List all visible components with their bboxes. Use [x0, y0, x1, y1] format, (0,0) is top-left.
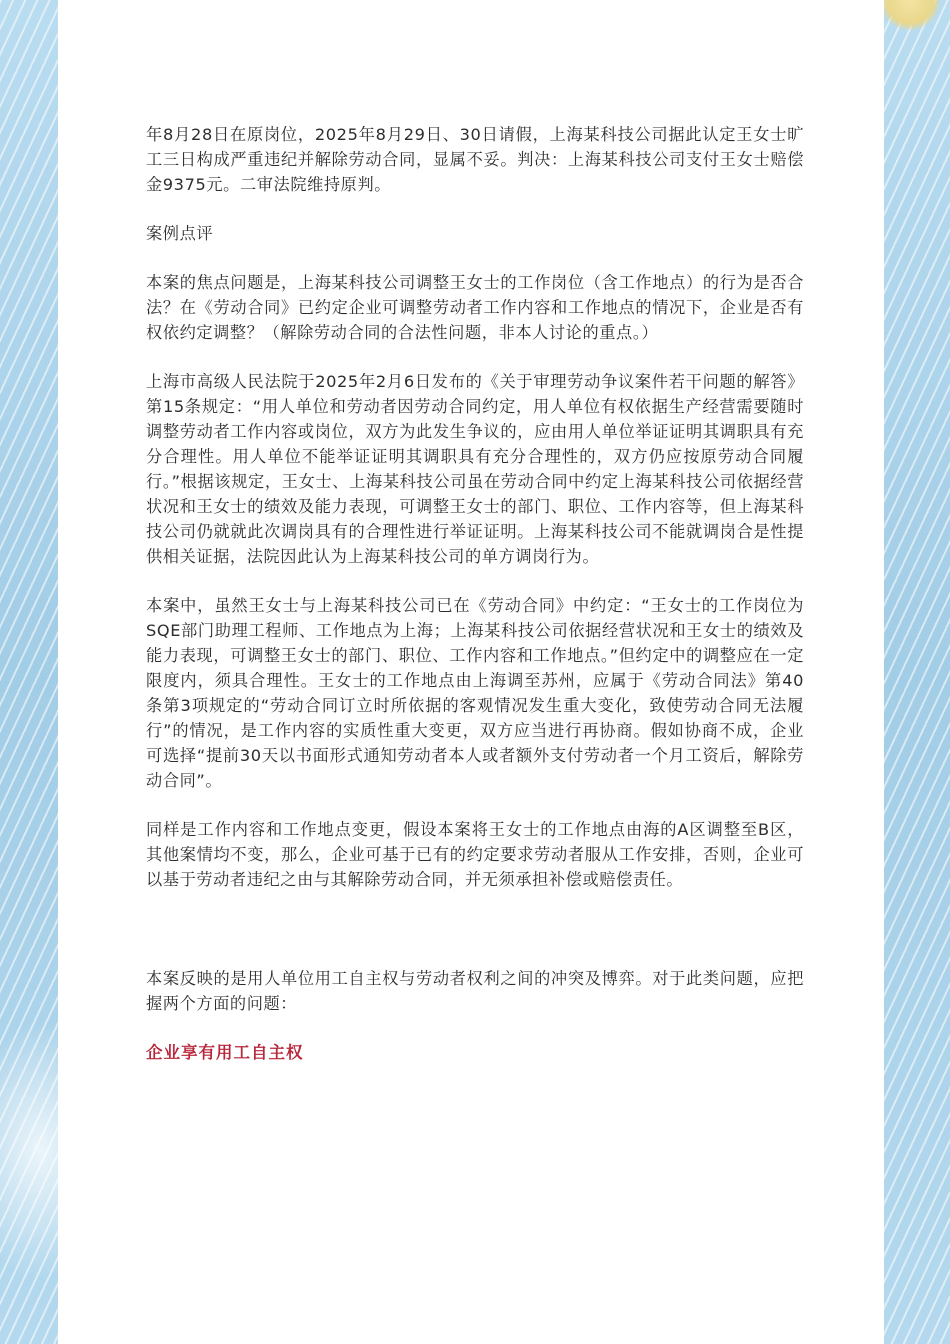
paragraph-focus-issue: 本案的焦点问题是，上海某科技公司调整王女士的工作岗位（含工作地点）的行为是否合法？在《劳动合同》已约定企业可调整劳动者工作内容和工作地点的情况下，企业是否有权依约定调整？（解除劳动合同的合法性问题，非本人讨论的重点。） [146, 273, 804, 342]
subheading-employer-autonomy: 企业享有用工自主权 [146, 1043, 304, 1062]
spacer [146, 916, 804, 966]
paragraph-court-rule: 上海市高级人民法院于2025年2月6日发布的《关于审理劳动争议案件若干问题的解答》第15条规定：“用人单位和劳动者因劳动合同约定，用人单位有权依据生产经营需要随时调整劳动者工作内容或岗位，双方为此发生争议的，应由用人单位举证证明其调职具有充分合理性。用人单位不能举证证明其调职具有充分合理性的，双方仍应按原劳动合同履行。”根据该规定，王女士、上海某科技公司虽在劳动合同中约定上海某科技公司依据经营状况和王女士的绩效及能力表现，可调整王女士的部门、职位、工作内容等，但上海某科技公司仍就就此次调岗具有的合理性进行举证证明。上海某科技公司不能就调岗合是性提供相关证据，法院因此认为上海某科技公司的单方调岗行为。 [146, 372, 804, 566]
document-page [58, 0, 884, 1344]
paragraph-judgment: 年8月28日在原岗位，2025年8月29日、30日请假，上海某科技公司据此认定王女士旷工三日构成严重违纪并解除劳动合同，显属不妥。判决：上海某科技公司支付王女士赔偿金9375元。二审法院维持原判。 [146, 125, 804, 194]
paragraph-analysis: 本案中，虽然王女士与上海某科技公司已在《劳动合同》中约定：“王女士的工作岗位为SQE部门助理工程师、工作地点为上海；上海某科技公司依据经营状况和王女士的绩效及能力表现，可调整王女士的部门、职位、工作内容和工作地点。”但约定中的调整应在一定限度内，须具合理性。王女士的工作地点由上海调至苏州，应属于《劳动合同法》第40条第3项规定的“劳动合同订立时所依据的客观情况发生重大变化，致使劳动合同无法履行”的情况，是工作内容的实质性重大变更，双方应当进行再协商。假如协商不成，企业可选择“提前30天以书面形式通知劳动者本人或者额外支付劳动者一个月工资后，解除劳动合同”。 [146, 596, 804, 790]
sun-decoration [880, 0, 940, 30]
paragraph-conflict: 本案反映的是用人单位用工自主权与劳动者权利之间的冲突及博弈。对于此类问题，应把握两个方面的问题： [146, 969, 804, 1013]
section-heading-case-review: 案例点评 [146, 224, 214, 243]
paragraph-hypothetical: 同样是工作内容和工作地点变更，假设本案将王女士的工作地点由海的A区调整至B区，其他案情均不变，那么，企业可基于已有的约定要求劳动者服从工作安排，否则，企业可以基于劳动者违纪之由与其解除劳动合同，并无须承担补偿或赔偿责任。 [146, 820, 804, 889]
